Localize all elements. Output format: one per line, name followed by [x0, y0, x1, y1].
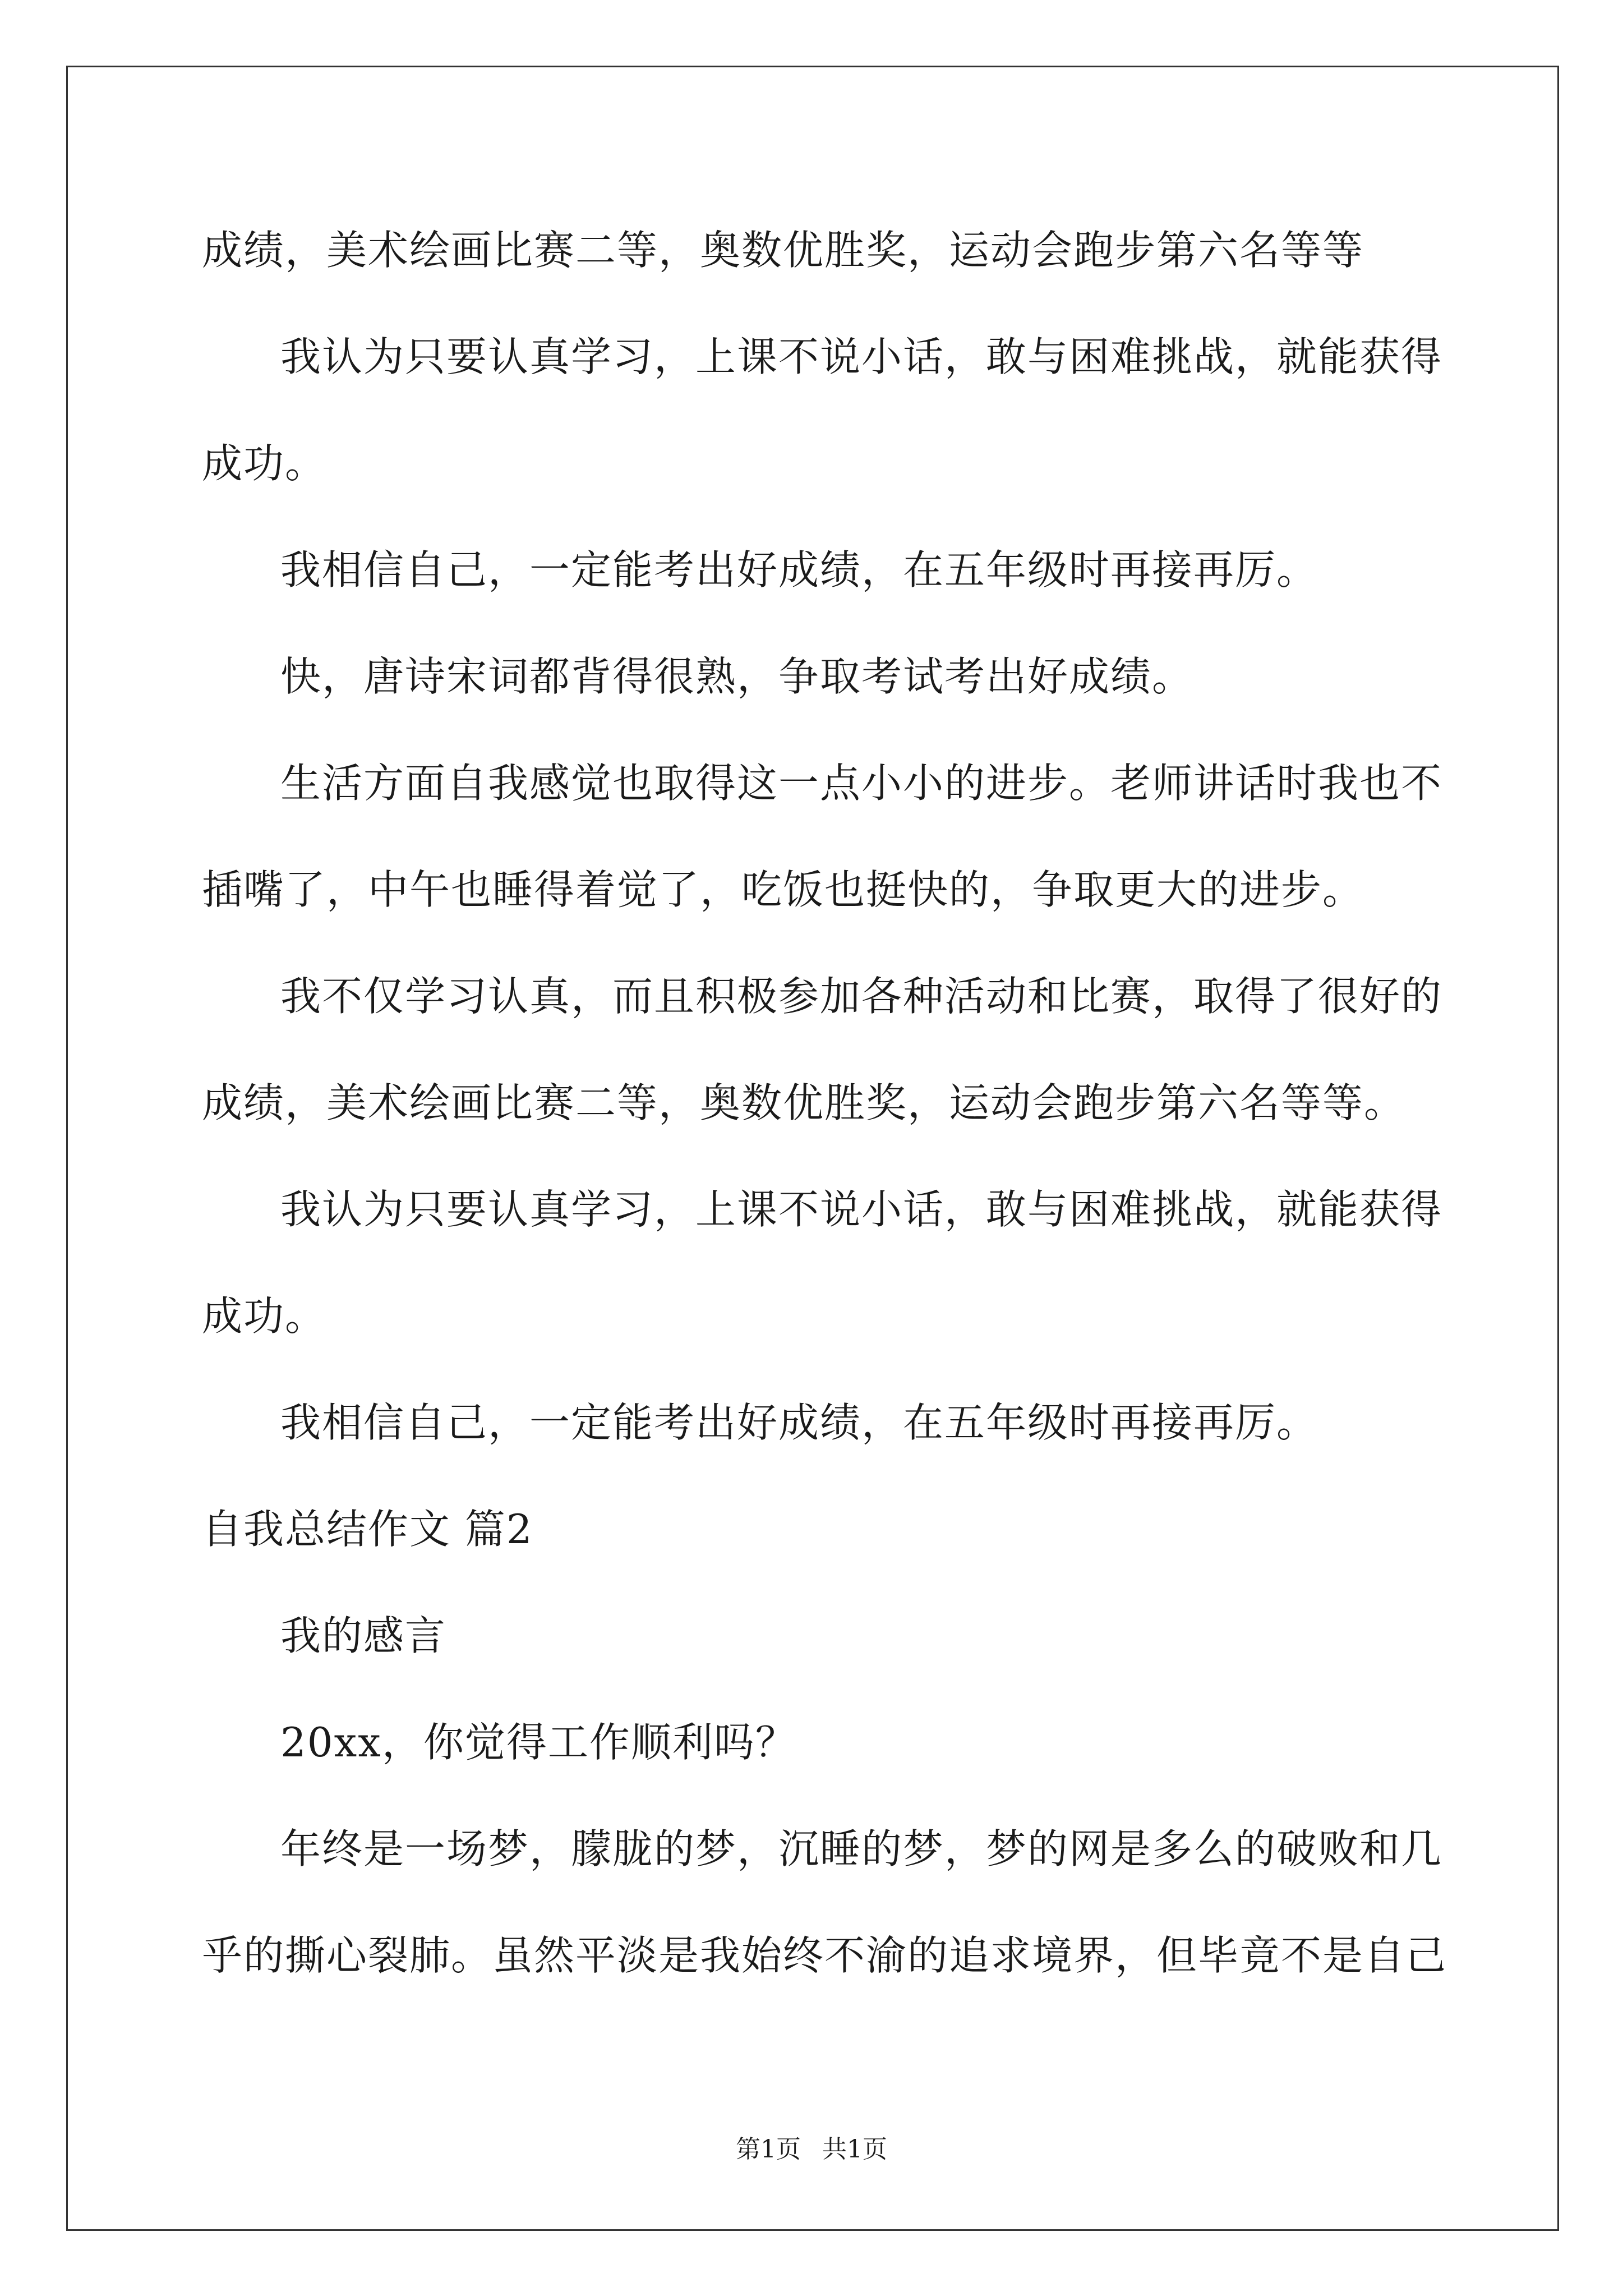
text-line: 快，唐诗宋词都背得很熟，争取考试考出好成绩。 [280, 653, 1194, 700]
text-line: 生活方面自我感觉也取得这一点小小的进步。老师讲话时我也不 [280, 760, 1443, 807]
page-footer [0, 2137, 1623, 2162]
text-line: 20xx，你觉得工作顺利吗？ [280, 1719, 797, 1766]
page-total: 共1页 [822, 2135, 887, 2164]
text-line: 我的感言 [280, 1612, 447, 1659]
text-line: 我不仅学习认真，而且积极参加各种活动和比赛，取得了很好的 [280, 973, 1443, 1020]
page-number: 第1页 [736, 2135, 801, 2164]
text-line: 成绩，美术绘画比赛二等，奥数优胜奖，运动会跑步第六名等等。 [202, 1079, 1406, 1126]
text-line: 成功。 [202, 440, 327, 487]
text-line: 成功。 [202, 1292, 327, 1340]
text-line: 我认为只要认真学习，上课不说小话，敢与困难挑战，就能获得 [280, 333, 1443, 380]
text-line: 插嘴了，中午也睡得着觉了，吃饭也挺快的，争取更大的进步。 [202, 866, 1364, 913]
text-line: 成绩，美术绘画比赛二等，奥数优胜奖，运动会跑步第六名等等 [202, 227, 1364, 274]
text-line: 乎的撕心裂肺。虽然平淡是我始终不渝的追求境界，但毕竟不是自己 [202, 1932, 1447, 1979]
section-heading: 自我总结作文 篇2 [202, 1506, 533, 1553]
text-line: 年终是一场梦，朦胧的梦，沉睡的梦，梦的网是多么的破败和几 [280, 1825, 1443, 1872]
text-line: 我认为只要认真学习，上课不说小话，敢与困难挑战，就能获得 [280, 1186, 1443, 1233]
text-line: 我相信自己，一定能考出好成绩，在五年级时再接再厉。 [280, 546, 1318, 593]
text-line: 我相信自己，一定能考出好成绩，在五年级时再接再厉。 [280, 1399, 1318, 1446]
